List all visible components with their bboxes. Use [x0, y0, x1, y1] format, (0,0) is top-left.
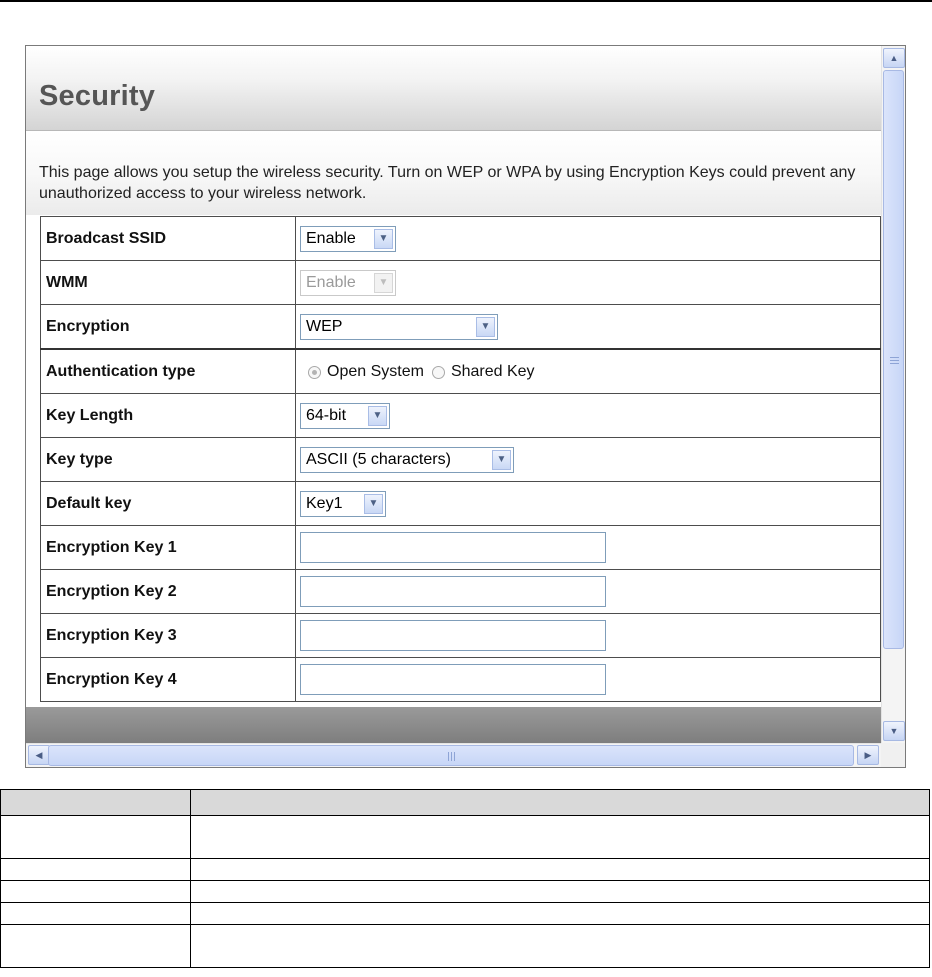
row-encryption-key-2	[41, 570, 881, 614]
chevron-down-icon: ▼	[374, 229, 393, 249]
row-broadcast-ssid	[41, 217, 881, 261]
vertical-scroll-thumb[interactable]	[883, 70, 904, 649]
chevron-down-icon: ▼	[364, 494, 383, 514]
row-encryption-key-4	[41, 658, 881, 702]
reference-cell	[191, 816, 930, 859]
wmm-value: Enable	[306, 273, 356, 291]
security-settings-table	[40, 216, 881, 702]
row-authentication-type	[41, 349, 881, 394]
encryption-key-2-label: Encryption Key 2	[41, 570, 296, 614]
open-system-radio[interactable]	[308, 366, 321, 379]
encryption-key-1-cell	[296, 526, 881, 570]
row-encryption-key-1	[41, 526, 881, 570]
encryption-label: Encryption	[41, 305, 296, 350]
reference-header-cell	[1, 790, 191, 816]
row-encryption	[41, 305, 881, 350]
footer-band	[26, 707, 881, 743]
authentication-type-label: Authentication type	[41, 349, 296, 394]
horizontal-scrollbar[interactable]	[26, 743, 881, 768]
reference-table-header-row	[1, 790, 930, 816]
row-key-length	[41, 394, 881, 438]
default-key-label: Default key	[41, 482, 296, 526]
reference-table-row	[1, 881, 930, 903]
chevron-down-icon: ▼	[368, 406, 387, 426]
wmm-label: WMM	[41, 261, 296, 305]
chevron-down-icon: ▼	[492, 450, 511, 470]
top-rule	[0, 0, 932, 2]
encryption-key-1-label: Encryption Key 1	[41, 526, 296, 570]
encryption-key-3-input[interactable]	[300, 620, 606, 651]
key-type-value: ASCII (5 characters)	[306, 450, 451, 468]
encryption-value: WEP	[306, 317, 343, 335]
reference-cell	[191, 925, 930, 968]
reference-cell	[1, 816, 191, 859]
broadcast-ssid-select[interactable]	[300, 226, 396, 252]
row-key-type	[41, 438, 881, 482]
wmm-cell	[296, 261, 881, 305]
encryption-key-2-cell	[296, 570, 881, 614]
encryption-cell	[296, 305, 881, 350]
shared-key-radio[interactable]	[432, 366, 445, 379]
arrow-right-icon[interactable]: ▶	[857, 745, 879, 765]
reference-table-row	[1, 903, 930, 925]
reference-cell	[1, 881, 191, 903]
page-viewport	[26, 46, 881, 743]
key-length-select[interactable]	[300, 403, 390, 429]
row-default-key	[41, 482, 881, 526]
encryption-key-4-cell	[296, 658, 881, 702]
chevron-down-icon: ▼	[476, 317, 495, 337]
encryption-key-4-input[interactable]	[300, 664, 606, 695]
encryption-select[interactable]	[300, 314, 498, 340]
broadcast-ssid-cell	[296, 217, 881, 261]
row-wmm	[41, 261, 881, 305]
page-description: This page allows you setup the wireless security. Turn on WEP or WPA by using Encryption Keys could prevent any unauthorized access to your wireless network.	[39, 164, 856, 202]
reference-table	[0, 789, 930, 968]
reference-cell	[191, 881, 930, 903]
shared-key-label: Shared Key	[450, 363, 535, 381]
arrow-up-icon[interactable]: ▲	[883, 48, 905, 68]
reference-header-cell	[191, 790, 930, 816]
key-type-select[interactable]	[300, 447, 514, 473]
default-key-value: Key1	[306, 494, 343, 512]
key-length-value: 64-bit	[306, 406, 347, 424]
encryption-key-4-label: Encryption Key 4	[41, 658, 296, 702]
browser-frame	[25, 45, 906, 768]
horizontal-scroll-thumb[interactable]	[48, 745, 854, 766]
default-key-cell	[296, 482, 881, 526]
encryption-key-1-input[interactable]	[300, 532, 606, 563]
arrow-down-icon[interactable]: ▼	[883, 721, 905, 741]
reference-table-row	[1, 925, 930, 968]
reference-cell	[191, 859, 930, 881]
reference-table-row	[1, 859, 930, 881]
page-title: Security	[39, 80, 156, 112]
authentication-type-cell	[296, 349, 881, 394]
encryption-key-3-cell	[296, 614, 881, 658]
wmm-select	[300, 270, 396, 296]
arrow-left-icon[interactable]: ◀	[28, 745, 50, 765]
encryption-key-2-input[interactable]	[300, 576, 606, 607]
vertical-scrollbar[interactable]	[881, 46, 906, 743]
chevron-down-icon: ▼	[374, 273, 393, 293]
open-system-label: Open System	[327, 363, 424, 381]
scrollbar-corner	[881, 743, 905, 767]
default-key-select[interactable]	[300, 491, 386, 517]
reference-cell	[1, 859, 191, 881]
broadcast-ssid-label: Broadcast SSID	[41, 217, 296, 261]
key-type-cell	[296, 438, 881, 482]
reference-cell	[1, 925, 191, 968]
encryption-key-3-label: Encryption Key 3	[41, 614, 296, 658]
reference-cell	[191, 903, 930, 925]
broadcast-ssid-value: Enable	[306, 229, 356, 247]
reference-table-row	[1, 816, 930, 859]
key-length-label: Key Length	[41, 394, 296, 438]
authentication-radio-group	[300, 363, 535, 381]
key-length-cell	[296, 394, 881, 438]
key-type-label: Key type	[41, 438, 296, 482]
row-encryption-key-3	[41, 614, 881, 658]
reference-cell	[1, 903, 191, 925]
